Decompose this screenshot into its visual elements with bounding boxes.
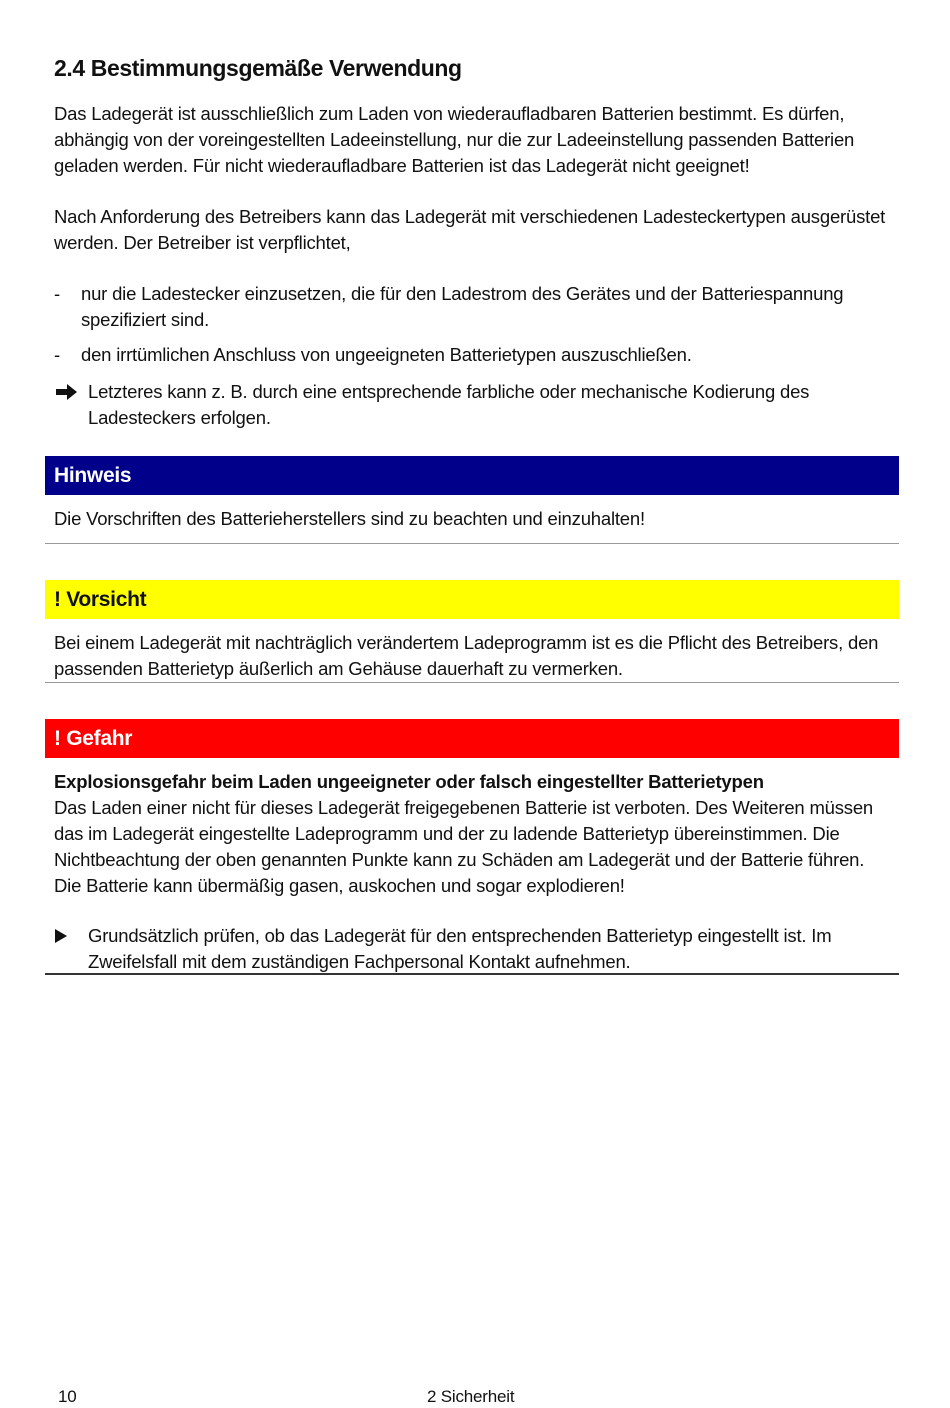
action-text: Grundsätzlich prüfen, ob das Ladegerät für den entsprechenden Batterietyp eingestellt ist. Im Zweifelsfall mit dem zuständigen Fachpersonal Kontakt aufnehmen. — [88, 925, 832, 972]
vorsicht-text: Bei einem Ladegerät mit nachträglich verändertem Ladeprogramm ist es die Pflicht des Betreibers, den passenden Batterietyp äußerlich am Gehäuse dauerhaft zu vermerken. — [54, 632, 879, 679]
gefahr-headline: Explosionsgefahr beim Laden ungeeigneter oder falsch eingestellter Batterietypen — [54, 771, 764, 792]
note-item — [54, 379, 904, 431]
page-number: 10 — [58, 1387, 77, 1406]
list-item-text: nur die Ladestecker einzusetzen, die für den Ladestrom des Gerätes und der Batteriespannung spezifiziert sind. — [81, 283, 844, 330]
intro-paragraph: Das Ladegerät ist ausschließlich zum Laden von wiederaufladbaren Batterien bestimmt. Es dürfen, abhängig von der voreingestellten Ladeeinstellung, nur die zur Ladeeinstellung passenden Batterien geladen werden. Für nicht wiederaufladbare Batterien ist das Ladegerät nicht geeignet! — [54, 103, 855, 176]
list-item — [54, 281, 904, 333]
dash-bullet: - — [54, 344, 60, 365]
arrow-right-icon — [54, 379, 80, 405]
gefahr-box — [45, 719, 899, 975]
chapter-title: 2 Sicherheit — [427, 1387, 515, 1406]
divider — [45, 543, 899, 544]
list-item — [54, 342, 904, 368]
action-item — [54, 923, 890, 975]
divider — [45, 973, 899, 975]
hinweis-box — [45, 456, 899, 544]
triangle-right-icon — [54, 929, 68, 943]
list-item-text: den irrtümlichen Anschluss von ungeeigneten Batterietypen auszuschließen. — [81, 344, 692, 365]
divider — [45, 682, 899, 683]
operator-paragraph: Nach Anforderung des Betreibers kann das Ladegerät mit verschiedenen Ladesteckertypen ausgerüstet werden. Der Betreiber ist verpflichtet, — [54, 206, 886, 253]
vorsicht-title: ! Vorsicht — [45, 580, 899, 619]
gefahr-text: Das Laden einer nicht für dieses Ladegerät freigegebenen Batterie ist verboten. Des Weiteren müssen das im Ladegerät eingestellte Ladeprogramm und der zu ladende Batterietyp übereinstimmen. Die Nichtbeachtung der oben genannten Punkte kann zu Schäden am Ladegerät und der Batterie führen. Die Batterie kann übermäßig gasen, auskochen und sogar explodieren! — [54, 797, 874, 896]
dash-bullet: - — [54, 283, 60, 304]
section-heading: 2.4 Bestimmungsgemäße Verwendung — [54, 55, 462, 81]
hinweis-text: Die Vorschriften des Batterieherstellers sind zu beachten und einzuhalten! — [54, 508, 645, 529]
hinweis-title: Hinweis — [45, 456, 899, 495]
note-text: Letzteres kann z. B. durch eine entsprechende farbliche oder mechanische Kodierung des Ladesteckers erfolgen. — [88, 381, 810, 428]
gefahr-title: ! Gefahr — [45, 719, 899, 758]
vorsicht-box — [45, 580, 899, 683]
